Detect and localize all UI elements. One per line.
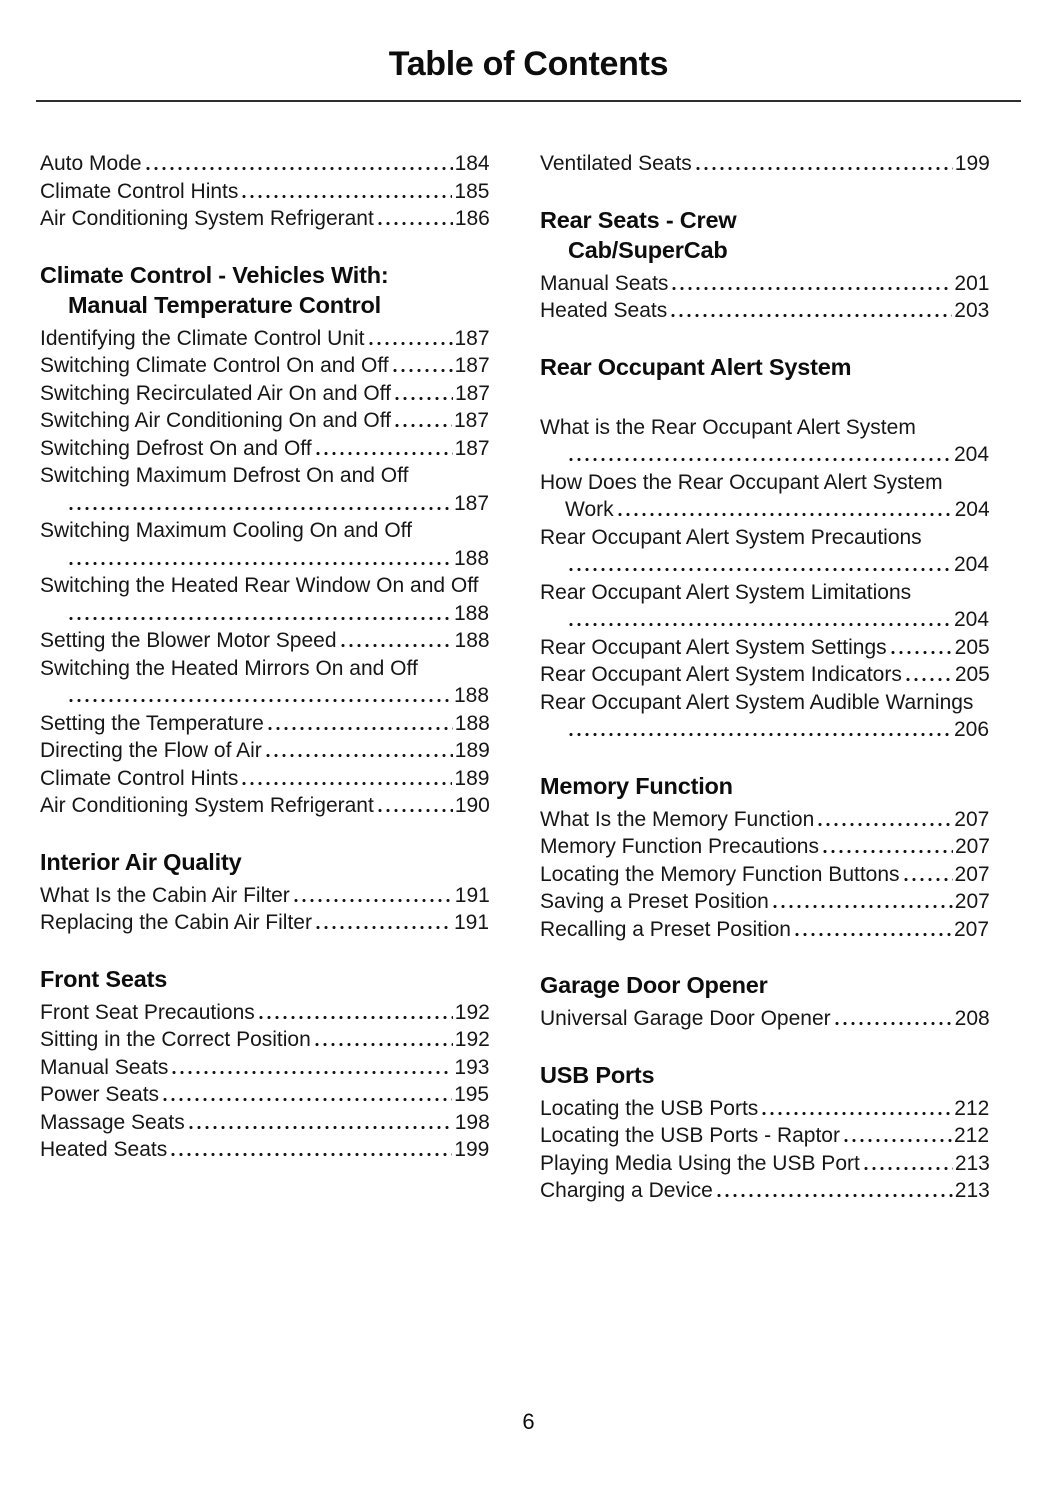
entry-page-number: 201 xyxy=(954,271,990,295)
entry-page-number: 204 xyxy=(954,443,990,466)
toc-entry xyxy=(40,205,492,233)
dot-leader xyxy=(694,166,953,171)
toc-entry xyxy=(40,407,492,435)
toc-section xyxy=(540,150,992,178)
entry-page-number: 213 xyxy=(954,1151,990,1175)
entry-label: Air Conditioning System Refrigerant xyxy=(40,794,374,817)
entry-label: Playing Media Using the USB Port xyxy=(540,1151,860,1175)
toc-entry xyxy=(540,861,992,889)
entry-page-number: 207 xyxy=(954,862,990,886)
dot-leader xyxy=(240,194,452,199)
entry-label: Manual Seats xyxy=(40,1055,169,1079)
toc-entry xyxy=(40,1109,492,1137)
entry-page-number: 204 xyxy=(954,553,990,576)
dot-leader xyxy=(567,732,952,737)
dot-leader xyxy=(367,341,453,346)
entry-page-number: 185 xyxy=(454,179,490,203)
dot-leader xyxy=(821,849,953,854)
section-heading: Memory Function xyxy=(540,772,733,799)
entry-label: Replacing the Cabin Air Filter xyxy=(40,911,312,934)
toc-entry xyxy=(540,469,992,524)
toc-entry xyxy=(40,1081,492,1109)
toc-section xyxy=(40,847,492,937)
entry-page-number: 195 xyxy=(454,1083,490,1106)
entry-label: Air Conditioning System Refrigerant xyxy=(40,207,374,230)
dot-leader xyxy=(170,1070,452,1075)
dot-leader xyxy=(889,650,953,655)
dot-leader xyxy=(292,898,453,903)
entry-label: What is the Rear Occupant Alert System xyxy=(540,415,916,439)
dot-leader xyxy=(793,932,952,937)
dot-leader xyxy=(833,1021,953,1026)
toc-entry xyxy=(540,1150,992,1178)
entry-label: What Is the Memory Function xyxy=(540,807,815,831)
toc-section xyxy=(540,352,992,744)
entry-page-number: 204 xyxy=(954,608,990,631)
dot-leader xyxy=(669,313,952,318)
dot-leader xyxy=(266,726,453,731)
entry-label: Heated Seats xyxy=(40,1138,168,1161)
toc-section xyxy=(540,771,992,944)
entry-page-number: 188 xyxy=(454,629,490,652)
dot-leader xyxy=(393,423,452,428)
entry-page-number: 207 xyxy=(953,917,990,941)
entry-label: Universal Garage Door Opener xyxy=(540,1007,831,1030)
dot-leader xyxy=(144,166,453,171)
toc-section xyxy=(40,150,492,233)
section-heading: Climate Control - Vehicles With: Manual Temperature Control xyxy=(40,261,389,318)
entry-label: What Is the Cabin Air Filter xyxy=(40,883,290,907)
entry-label: Power Seats xyxy=(40,1083,160,1106)
section-heading: Interior Air Quality xyxy=(40,848,242,875)
toc-entry xyxy=(540,297,992,325)
entry-label: Locating the USB Ports xyxy=(540,1096,759,1120)
entry-page-number: 199 xyxy=(954,152,990,175)
section-heading: Front Seats xyxy=(40,965,168,992)
section-heading: Garage Door Opener xyxy=(540,972,768,998)
toc-entry xyxy=(40,737,492,765)
dot-leader xyxy=(67,698,452,703)
entry-page-number: 191 xyxy=(454,883,490,907)
entry-label: Locating the USB Ports - Raptor xyxy=(540,1124,840,1147)
toc-entry xyxy=(40,710,492,738)
entry-label: Memory Function Precautions xyxy=(540,835,819,858)
entry-page-number: 189 xyxy=(454,739,490,762)
toc-entry xyxy=(40,380,492,408)
entry-page-number: 205 xyxy=(954,663,990,686)
dot-leader xyxy=(771,904,953,909)
entry-page-number: 188 xyxy=(454,546,490,570)
entry-page-number: 207 xyxy=(954,890,990,913)
toc-entry xyxy=(40,178,492,206)
entry-label: Manual Seats xyxy=(540,271,669,295)
toc-entry xyxy=(40,150,492,178)
toc-entry xyxy=(40,655,492,710)
entry-label: Rear Occupant Alert System Indicators xyxy=(540,663,902,686)
toc-entry xyxy=(40,1026,492,1054)
toc-entry xyxy=(540,1005,992,1033)
toc-entry xyxy=(40,765,492,793)
toc-section xyxy=(540,970,992,1033)
toc-entry xyxy=(40,1054,492,1082)
entry-page-number: 192 xyxy=(454,1028,490,1051)
entry-label: Recalling a Preset Position xyxy=(540,917,791,941)
dot-leader xyxy=(567,457,952,462)
dot-leader xyxy=(391,368,453,373)
toc-section xyxy=(40,964,492,1164)
toc-columns xyxy=(0,102,1057,1205)
dot-leader xyxy=(567,567,952,572)
toc-entry xyxy=(540,1122,992,1150)
entry-label: Switching Air Conditioning On and Off xyxy=(40,409,391,432)
toc-column-right xyxy=(540,150,992,1205)
dot-leader xyxy=(567,622,952,627)
entry-page-number: 199 xyxy=(454,1138,490,1161)
toc-entry xyxy=(40,999,492,1027)
entry-label: Switching Defrost On and Off xyxy=(40,436,312,460)
toc-entry xyxy=(40,627,492,655)
entry-page-number: 193 xyxy=(454,1055,490,1079)
entry-label: Massage Seats xyxy=(40,1110,185,1134)
toc-entry xyxy=(40,909,492,937)
entry-label: Switching Maximum Defrost On and Off xyxy=(40,464,409,487)
dot-leader xyxy=(67,561,452,566)
toc-column-left xyxy=(40,150,492,1164)
toc-entry xyxy=(540,524,992,579)
toc-entry xyxy=(40,435,492,463)
toc-entry xyxy=(540,270,992,298)
entry-page-number: 186 xyxy=(454,207,490,230)
entry-label: Identifying the Climate Control Unit xyxy=(40,326,365,350)
toc-entry xyxy=(540,579,992,634)
entry-page-number: 206 xyxy=(954,718,990,741)
entry-label: Switching Climate Control On and Off xyxy=(40,354,389,377)
entry-page-number: 188 xyxy=(454,684,490,707)
toc-entry xyxy=(540,634,992,662)
toc-entry xyxy=(40,882,492,910)
entry-page-number: 207 xyxy=(954,835,990,858)
entry-label: Climate Control Hints xyxy=(40,179,239,203)
entry-page-number: 187 xyxy=(453,409,490,432)
section-heading: Rear Occupant Alert System xyxy=(540,353,852,380)
entry-label: Rear Occupant Alert System Audible Warnings xyxy=(540,690,974,714)
toc-entry xyxy=(540,689,992,744)
entry-label: Switching the Heated Rear Window On and Off xyxy=(40,574,479,597)
dot-leader xyxy=(67,616,452,621)
entry-page-number: 205 xyxy=(954,635,990,659)
dot-leader xyxy=(816,822,952,827)
toc-entry xyxy=(40,462,492,517)
manual-toc-page xyxy=(0,44,1057,1493)
section-heading: USB Ports xyxy=(540,1061,655,1088)
dot-leader xyxy=(902,877,953,882)
toc-entry xyxy=(540,661,992,689)
entry-page-number: 187 xyxy=(454,436,490,460)
entry-page-number: 212 xyxy=(954,1096,990,1120)
entry-label: Front Seat Precautions xyxy=(40,1000,255,1024)
entry-page-number: 190 xyxy=(454,794,490,817)
dot-leader xyxy=(670,286,952,291)
dot-leader xyxy=(339,643,453,648)
toc-entry xyxy=(40,1136,492,1164)
entry-label: Switching Maximum Cooling On and Off xyxy=(40,519,412,542)
dot-leader xyxy=(161,1097,452,1102)
toc-entry xyxy=(540,888,992,916)
entry-page-number: 203 xyxy=(954,299,990,322)
toc-section xyxy=(540,205,992,325)
toc-section xyxy=(40,260,492,820)
entry-label: Saving a Preset Position xyxy=(540,890,769,913)
entry-page-number: 184 xyxy=(454,152,490,175)
page-title: Table of Contents xyxy=(388,45,669,83)
entry-page-number: 187 xyxy=(454,491,490,515)
entry-page-number: 204 xyxy=(954,498,990,521)
entry-page-number: 198 xyxy=(454,1110,490,1134)
toc-entry xyxy=(40,517,492,572)
dot-leader xyxy=(264,753,453,758)
toc-entry xyxy=(40,572,492,627)
toc-entry xyxy=(540,150,992,178)
entry-label: Directing the Flow of Air xyxy=(40,739,262,762)
dot-leader xyxy=(376,808,453,813)
toc-entry xyxy=(40,325,492,353)
entry-page-number: 187 xyxy=(454,326,490,350)
section-heading: Rear Seats - Crew Cab/SuperCab xyxy=(540,206,737,263)
entry-page-number: 192 xyxy=(454,1000,490,1024)
dot-leader xyxy=(715,1193,953,1198)
toc-entry xyxy=(540,833,992,861)
entry-page-number: 189 xyxy=(454,766,490,790)
dot-leader xyxy=(904,677,953,682)
entry-page-number: 188 xyxy=(454,711,490,735)
entry-label: Rear Occupant Alert System Precautions xyxy=(540,525,922,549)
entry-label: Charging a Device xyxy=(540,1179,713,1202)
dot-leader xyxy=(842,1138,952,1143)
entry-page-number: 213 xyxy=(954,1179,990,1202)
dot-leader xyxy=(240,781,452,786)
dot-leader xyxy=(393,396,453,401)
dot-leader xyxy=(616,512,953,517)
page-number: 6 xyxy=(522,1409,535,1434)
entry-label: Switching the Heated Mirrors On and Off xyxy=(40,656,418,680)
entry-label: Ventilated Seats xyxy=(540,152,692,175)
toc-entry xyxy=(540,414,992,469)
dot-leader xyxy=(313,1042,453,1047)
toc-entry xyxy=(540,916,992,944)
toc-entry xyxy=(540,1095,992,1123)
entry-label: Setting the Temperature xyxy=(40,711,264,735)
toc-section xyxy=(540,1060,992,1205)
toc-entry xyxy=(540,806,992,834)
entry-label: Rear Occupant Alert System Limitations xyxy=(540,580,912,604)
entry-page-number: 187 xyxy=(454,381,490,405)
dot-leader xyxy=(187,1125,453,1130)
dot-leader xyxy=(376,221,453,226)
dot-leader xyxy=(314,925,452,930)
toc-entry xyxy=(40,792,492,820)
entry-page-number: 187 xyxy=(454,354,490,377)
entry-label: Locating the Memory Function Buttons xyxy=(540,862,900,886)
entry-label: Rear Occupant Alert System Settings xyxy=(540,635,887,659)
entry-page-number: 191 xyxy=(453,911,490,934)
dot-leader xyxy=(760,1111,952,1116)
dot-leader xyxy=(169,1152,452,1157)
entry-label: Sitting in the Correct Position xyxy=(40,1028,311,1051)
entry-page-number: 212 xyxy=(953,1124,990,1147)
entry-label: Auto Mode xyxy=(40,152,142,175)
dot-leader xyxy=(67,506,452,511)
dot-leader xyxy=(314,451,453,456)
entry-page-number: 188 xyxy=(454,601,490,625)
entry-label: Heated Seats xyxy=(540,299,668,322)
toc-entry xyxy=(40,352,492,380)
entry-label: Setting the Blower Motor Speed xyxy=(40,629,337,652)
toc-entry xyxy=(540,1177,992,1205)
dot-leader xyxy=(257,1015,453,1020)
entry-label: Switching Recirculated Air On and Off xyxy=(40,381,391,405)
entry-label: How Does the Rear Occupant Alert System Work xyxy=(540,470,943,521)
entry-page-number: 207 xyxy=(954,807,990,831)
entry-label: Climate Control Hints xyxy=(40,766,239,790)
entry-page-number: 208 xyxy=(954,1007,990,1030)
dot-leader xyxy=(862,1166,953,1171)
